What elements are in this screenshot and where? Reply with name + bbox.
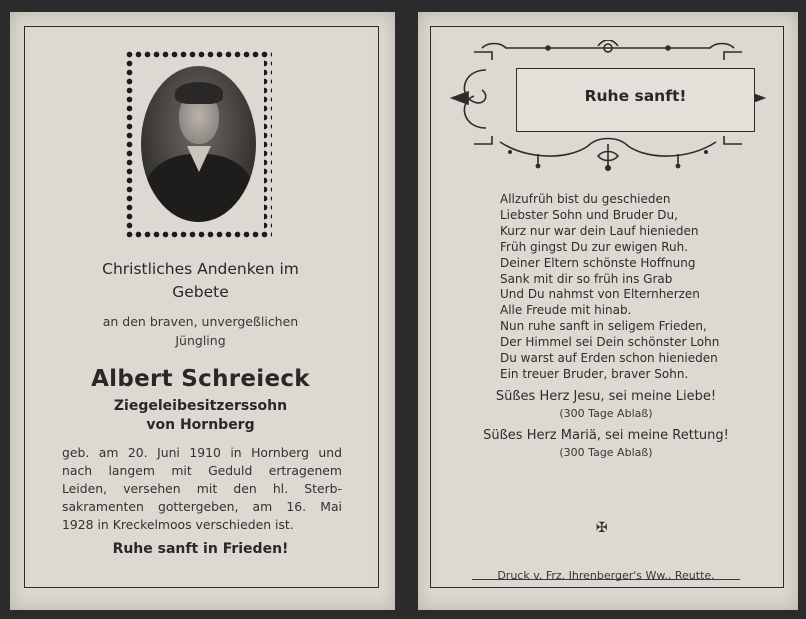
prayer-sacred-heart-jesus: Süßes Herz Jesu, sei meine Liebe! xyxy=(495,389,717,404)
poem-line: Ein treuer Bruder, braver Sohn. xyxy=(500,366,689,381)
poem-line: Früh gingst Du zur ewigen Ruh. xyxy=(500,239,689,254)
prayer-sacred-heart-mary: Süßes Herz Mariä, sei meine Rettung! xyxy=(483,428,729,443)
poem-line: Sank mit dir so früh ins Grab xyxy=(500,271,673,286)
indulgence-note: (300 Tage Ablaß) xyxy=(559,446,653,459)
cross-icon: ✠ xyxy=(596,520,608,536)
bio-line: geb. am 20. Juni 1910 in Hornberg und xyxy=(62,445,342,460)
occupation-line-1: Ziegeleibesitzerssohn xyxy=(113,398,288,414)
poem-line: Liebster Sohn und Bruder Du, xyxy=(500,207,678,222)
memorial-card-left xyxy=(10,12,395,610)
heading-line-2: Gebete xyxy=(172,283,229,301)
card-title: Ruhe sanft! xyxy=(584,87,687,105)
bio-line: Leiden, versehen mit den hl. Sterb- xyxy=(62,481,342,496)
poem-line: Der Himmel sei Dein schönster Lohn xyxy=(500,335,720,350)
dedication-line-2: Jüngling xyxy=(175,333,226,348)
bio-line: sakramenten gottergeben, am 16. Mai xyxy=(62,499,342,514)
poem-line: Kurz nur war dein Lauf hienieden xyxy=(500,223,699,238)
bio-line: nach langem mit Geduld ertragenem xyxy=(62,463,342,478)
poem-line: Deiner Eltern schönste Hoffnung xyxy=(500,255,696,270)
memorial-poem xyxy=(500,192,719,383)
poem-line: Nun ruhe sanft in seligem Frieden, xyxy=(500,319,707,334)
portrait-photo xyxy=(141,66,256,222)
title-box xyxy=(516,68,755,132)
poem-line: Und Du nahmst von Elternherzen xyxy=(500,287,700,302)
dedication-line-1: an den braven, unvergeßlichen xyxy=(102,314,299,329)
deceased-name: Albert Schreieck xyxy=(91,366,310,392)
occupation-line-2: von Hornberg xyxy=(146,417,255,433)
printer-credit: Druck v. Frz. Ihrenberger's Ww., Reutte. xyxy=(497,569,715,582)
closing-blessing: Ruhe sanft in Frieden! xyxy=(112,541,289,557)
biography-text xyxy=(62,444,342,534)
heading-line-1: Christliches Andenken im xyxy=(102,260,299,278)
portrait-ornamental-border xyxy=(125,50,272,238)
bio-line: 1928 in Kreckelmoos verschieden ist. xyxy=(62,517,294,532)
memorial-card-right xyxy=(418,12,798,610)
poem-line: Du warst auf Erden schon hienieden xyxy=(500,351,718,366)
poem-line: Allzufrüh bist du geschieden xyxy=(500,192,671,206)
poem-line: Alle Freude mit hinab. xyxy=(500,303,632,318)
indulgence-note: (300 Tage Ablaß) xyxy=(559,407,653,420)
